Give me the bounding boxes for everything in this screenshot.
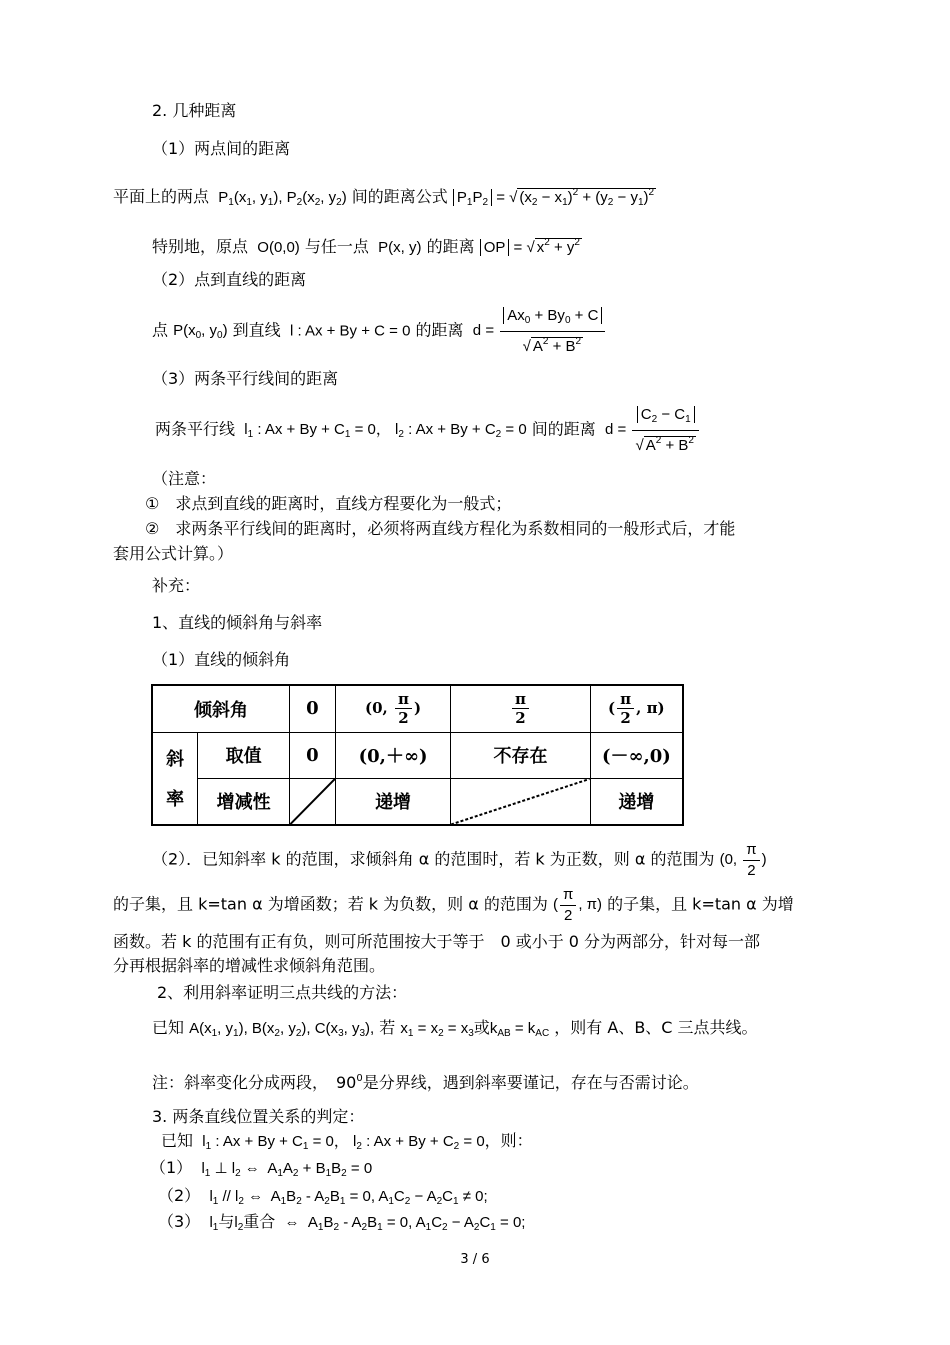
value-zero: 0 <box>289 732 335 778</box>
condition-coincide: （3） $l_1$与$l_2$重合 ⇔ $A_1B_2 - A_2B_1 = 0$, $A_1C_2 - A_2C_1 = 0$; <box>158 1212 526 1233</box>
note-90-degrees: 注：斜率变化分成两段， $90^0$是分界线，遇到斜率要谨记，存在与否需讨论。 <box>152 1073 699 1092</box>
section-2b-title: 2、利用斜率证明三点共线的方法： <box>157 983 408 1002</box>
row-label-value: 取值 <box>198 732 290 778</box>
row-label-monotonic: 增减性 <box>198 778 290 825</box>
supplement-title: 补充： <box>152 576 201 595</box>
section-2-2-title: （2）点到直线的距离 <box>152 270 307 289</box>
value-negative: (－∞,0) <box>590 732 683 778</box>
slope-label: 斜 率 <box>152 732 198 825</box>
page-number: 3 / 6 <box>460 1252 490 1267</box>
angle-obtuse-interval: ( $\frac{\pi}{2}$ , π) <box>590 685 683 732</box>
note-3: 套用公式计算。） <box>113 544 234 563</box>
point-line-distance-formula: 点 $P(x_0$, $y_0$) 到直线 l : Ax + By + C = 0 的距离 d = $\frac{Ax_0 + By_0 + C}{√ A^2 + B^2}$ <box>152 306 607 356</box>
para-2-line-b: 的子集，且 k=tan α 为增函数；若 k 为负数，则 α 的范围为 ( $\frac{\pi}{2}$ , π) 的子集，且 k=tan α 为增 <box>113 886 794 924</box>
mono-increasing-2: 递增 <box>590 778 683 825</box>
note-open: （注意： <box>152 469 217 488</box>
section-2-title: 2. 几种距离 <box>152 101 237 120</box>
collinear-condition: 已知 $A(x_1$, $y_1$), $B(x_2$, $y_2$), $C(x_3$, $y_3$), 若 $x_1 = x_2 = x_3$或$k_{AB} = k_{AC}$ ，则有 A、B、C 三点共线。 <box>152 1018 758 1039</box>
section-3-given: 已知 $l_1$ : $Ax + By + C_1 = 0$， $l_2$ : $Ax + By + C_2 = 0$，则： <box>161 1131 533 1152</box>
mono-increasing-1: 递增 <box>335 778 451 825</box>
section-3-title: 3. 两条直线位置关系的判定： <box>152 1107 365 1126</box>
angle-open-interval: (0, $\frac{\pi}{2}$ ) <box>335 685 451 732</box>
section-2-1-title: （1）两点间的距离 <box>152 139 291 158</box>
angle-zero: 0 <box>289 685 335 732</box>
angle-right: $\frac{\pi}{2}$ <box>451 685 590 732</box>
para-2-line-c: 函数。若 k 的范围有正有负，则可所范围按大于等于 0 或小于 0 分为两部分，针对每一部 <box>113 932 761 951</box>
para-2-line-a: （2）．已知斜率 k 的范围，求倾斜角 α 的范围时，若 k 为正数，则 α 的范围为 (0, $\frac{\pi}{2}$ ) <box>152 841 767 879</box>
two-point-distance-formula: 平面上的两点 $P_1(x_1$, $y_1$), $P_2(x_2$, $y_2$) 间的距离公式 $P_1P_2$ = √ $(x_2 - x_1)^2 + (y_2 - y_1)^2$ <box>113 187 655 208</box>
mono-empty-2 <box>451 778 590 825</box>
value-positive: (0,＋∞) <box>335 732 451 778</box>
section-1-1-title: （1）直线的倾斜角 <box>152 650 291 669</box>
section-1-title: 1、直线的倾斜角与斜率 <box>152 613 323 632</box>
origin-distance-formula: 特别地，原点 O(0,0) 与任一点 P(x, y) 的距离 OP = √ $x^2 + y^2$ <box>152 237 580 256</box>
note-1: ① 求点到直线的距离时，直线方程要化为一般式； <box>145 494 512 513</box>
section-2-3-title: （3）两条平行线间的距离 <box>152 369 339 388</box>
inclination-slope-table <box>151 684 684 826</box>
header-inclination: 倾斜角 <box>152 685 289 732</box>
parallel-lines-distance-formula: 两条平行线 $l_1$ : $Ax + By + C_1 = 0$， $l_2$ : $Ax + By + C_2 = 0$ 间的距离 d = $\frac{C_2 - C_1}{√ A^2 + B^2}$ <box>155 405 701 461</box>
condition-perpendicular: （1） $l_1$ ⊥ $l_2$ ⇔ $A_1A_2 + B_1B_2 = 0$ <box>150 1158 373 1179</box>
para-2-line-d: 分再根据斜率的增减性求倾斜角范围。 <box>113 956 386 975</box>
note-2: ② 求两条平行线间的距离时，必须将两直线方程化为系数相同的一般形式后，才能 <box>145 519 736 538</box>
condition-parallel: （2） $l_1 // l_2$ ⇔ $A_1B_2 - A_2B_1 = 0$, $A_1C_2 - A_2C_1 \ne 0$; <box>158 1186 488 1207</box>
mono-empty-1 <box>289 778 335 825</box>
value-undefined: 不存在 <box>451 732 590 778</box>
